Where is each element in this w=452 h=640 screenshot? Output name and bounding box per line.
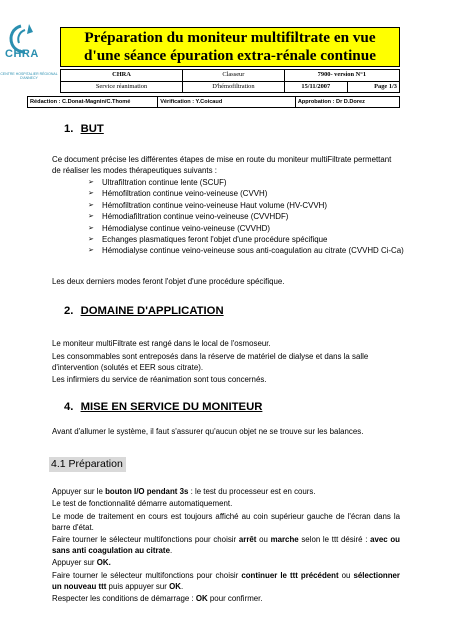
step-4-text-end: .: [169, 545, 173, 555]
arrow-bullet-icon: ➢: [88, 179, 94, 186]
step-4-text-3: selon le ttt désiré :: [298, 535, 371, 544]
subsection-4-1-heading: 4.1 Préparation: [49, 457, 126, 472]
list-item-text: Hémodialyse continue veino-veineuse sous anti-coagulation au citrate (CVVHD Ci-Ca): [102, 246, 404, 256]
step-4-bold-3: avec ou sans anti coagulation au citrate: [52, 535, 400, 555]
arrow-bullet-icon: ➢: [88, 247, 94, 255]
section-2-title: DOMAINE D'APPLICATION: [80, 305, 224, 317]
signature-table: [27, 96, 400, 108]
list-item: [88, 245, 404, 256]
arrow-bullet-icon: ➢: [88, 213, 94, 221]
list-item: [88, 188, 404, 199]
section-2-p3: Les infirmiers du service de réanimation sont tous concernés.: [52, 375, 267, 384]
approbation-cell: [295, 97, 399, 108]
step-6-bold-1: continuer le ttt précédent: [241, 571, 339, 580]
step-6-text: Faire tourner le sélecteur multifonctions pour choisir: [52, 571, 242, 580]
step-4-text: Faire tourner le sélecteur multifonctions pour choisir: [52, 535, 239, 544]
section-2-p2: Les consommables sont entreposés dans la réserve de matériel de dialyse et dans la salle d'intervention (solutés et EER sous citrate).: [52, 352, 369, 372]
section-1-outro: Les deux derniers modes feront l'objet d'une procédure spécifique.: [52, 277, 285, 286]
list-item: [88, 211, 404, 222]
meta-table: [60, 69, 400, 93]
section-1-number: 1.: [64, 123, 74, 135]
arrow-bullet-icon: ➢: [88, 236, 94, 244]
page-cell: Page 1/3: [347, 81, 399, 93]
step-6-text-2: ou: [338, 571, 354, 580]
section-4-number: 4.: [64, 401, 74, 413]
list-item-text: Echanges plasmatiques feront l'objet d'une procédure spécifique: [102, 235, 328, 245]
step-4: [52, 535, 400, 556]
step-5-bold: OK.: [96, 558, 111, 567]
logo-subtitle: CENTRE HOSPITALIER RÉGIONAL D'ANNECY: [0, 72, 58, 80]
list-item: [88, 234, 404, 245]
step-1-text-end: : le test du processeur est en cours.: [188, 487, 316, 496]
step-1-bold: bouton I/O pendant 3s: [105, 487, 189, 496]
step-6-bold-2: sélectionner un nouveau ttt: [52, 571, 400, 591]
list-item-text: Ultrafiltration continue lente (SCUF): [102, 178, 227, 187]
arrow-bullet-icon: ➢: [88, 201, 94, 209]
list-item-text: Hémofiltration continue veino-veineuse (CVVH): [102, 189, 268, 199]
verification-cell: [158, 97, 296, 108]
section-1-heading: [64, 122, 104, 136]
logo-text: CHRA: [5, 48, 39, 60]
step-1-text: Appuyer sur le: [52, 487, 106, 496]
section-1-title: BUT: [80, 123, 104, 135]
step-6: [52, 571, 400, 592]
redaction-cell: [28, 97, 158, 108]
step-3: Le mode de traitement en cours est toujours affiché au coin supérieur gauche de l'écran dans la barre d'état.: [52, 512, 400, 532]
step-1: [52, 487, 400, 498]
list-item-text: Hémofiltration continue veino-veineuse Haut volume (HV-CVVH): [102, 200, 327, 210]
step-6-text-3: puis appuyer sur: [106, 581, 170, 591]
section-2-heading: [64, 304, 224, 318]
date-cell: 15/11/2007: [284, 81, 347, 93]
modes-list: [88, 177, 404, 257]
section-2-number: 2.: [64, 305, 74, 317]
step-6-text-end: .: [180, 581, 184, 591]
ref-cell: 7900- version N°1: [284, 70, 399, 82]
list-item: [88, 200, 404, 211]
step-7: [52, 594, 400, 605]
list-item-text: Hémodiafiltration continue veino-veineuse (CVVHDF): [102, 212, 289, 222]
step-2: Le test de fonctionnalité démarre automatiquement.: [52, 499, 233, 508]
arrow-bullet-icon: ➢: [88, 224, 94, 232]
list-item: [88, 177, 404, 188]
section-1-intro: Ce document précise les différentes étapes de mise en route du moniteur multiFiltrate permettant de réaliser les modes thérapeutiques suivants :: [52, 155, 392, 175]
section-4-title: MISE EN SERVICE DU MONITEUR: [80, 401, 263, 413]
step-4-bold-2: marche: [270, 535, 299, 544]
step-5-text: Appuyer sur: [52, 558, 97, 567]
document-title: [60, 27, 400, 67]
logo-name: [3, 48, 55, 60]
arrow-bullet-icon: ➢: [88, 190, 94, 198]
org-cell: CHRA: [61, 70, 183, 82]
list-item: [88, 223, 404, 234]
list-item-text: Hémodialyse continue veino-veineuse (CVVHD): [102, 223, 270, 233]
step-7-bold: OK: [195, 594, 208, 603]
title-line-1: Préparation du moniteur multifiltrate en vue: [84, 29, 376, 46]
step-6-bold-3: OK: [169, 581, 181, 591]
step-4-text-2: ou: [256, 535, 271, 544]
redaction-text: Rédaction : C.Donat-Magnin/C.Thomé: [30, 99, 131, 105]
title-line-2: d'une séance épuration extra-rénale continue: [84, 47, 376, 64]
approbation-text: Approbation : Dr D.Dorez: [297, 99, 365, 105]
verification-text: Vérification : Y.Coicaud: [160, 99, 223, 105]
step-4-bold-1: arrêt: [238, 535, 257, 544]
step-5: [52, 558, 400, 569]
step-7-text: Respecter les conditions de démarrage :: [52, 594, 196, 603]
classeur-cell: Classeur: [183, 70, 285, 82]
section-4-heading: [64, 400, 262, 414]
service-cell: Service réanimation: [61, 81, 183, 93]
section-4-intro: Avant d'allumer le système, il faut s'assurer qu'aucun objet ne se trouve sur les balances.: [52, 427, 364, 436]
section-2-p1: Le moniteur multiFiltrate est rangé dans le local de l'osmoseur.: [52, 339, 271, 348]
step-7-text-end: pour confirmer.: [207, 594, 263, 603]
classeur-name-cell: D'hémofiltration: [183, 81, 285, 93]
